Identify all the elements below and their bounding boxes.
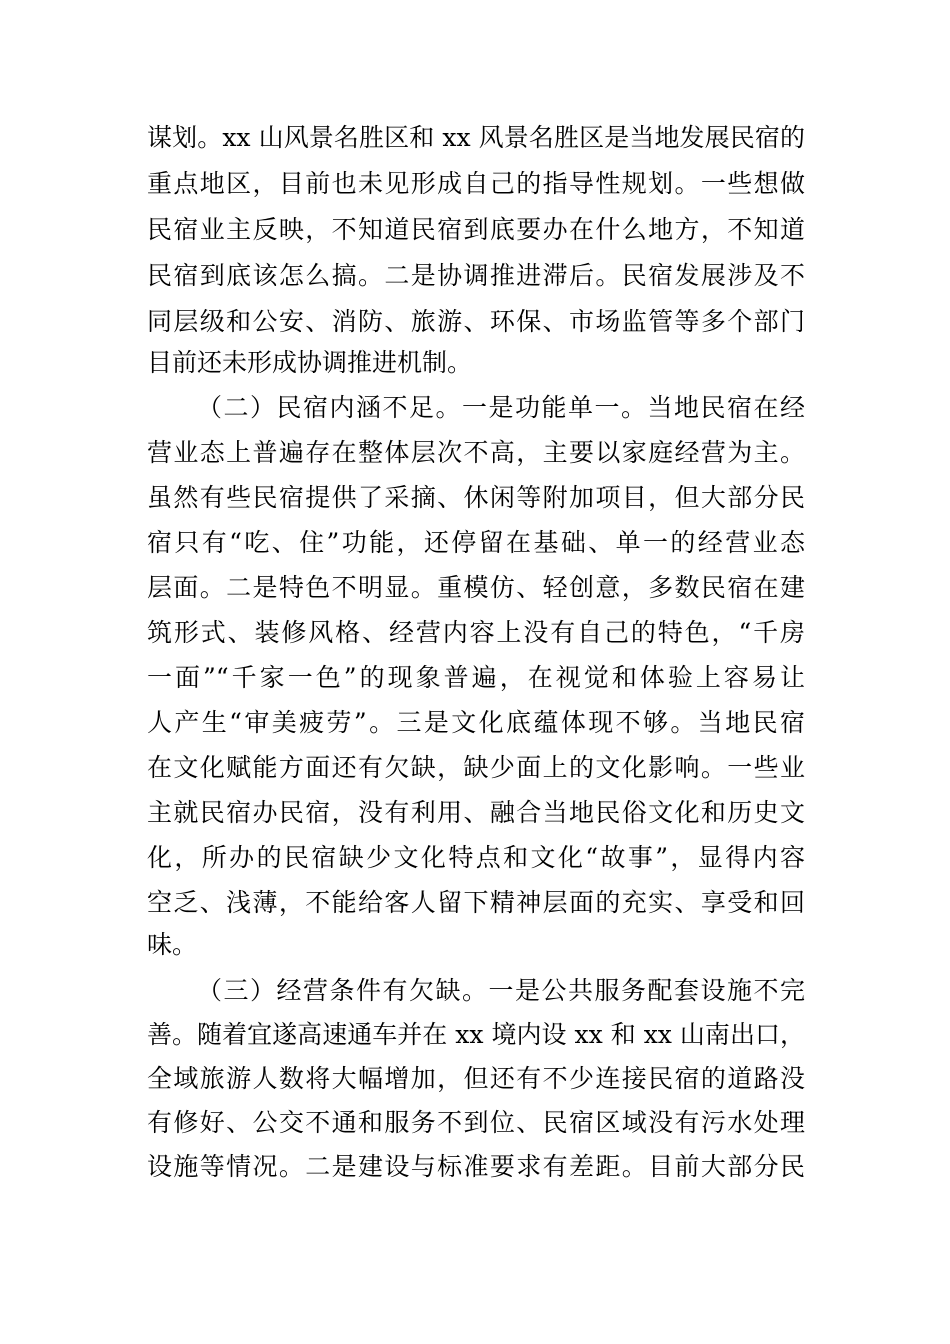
text-line: 虽然有些民宿提供了采摘、休闲等附加项目，但大部分民 — [147, 483, 805, 512]
text-line: 全域旅游人数将大幅增加，但还有不少连接民宿的道路没 — [147, 1064, 805, 1093]
text-line: 在文化赋能方面还有欠缺，缺少面上的文化影响。一些业 — [147, 753, 805, 782]
text-line: 营业态上普遍存在整体层次不高，主要以家庭经营为主。 — [147, 438, 805, 467]
text-line: 同层级和公安、消防、旅游、环保、市场监管等多个部门 — [147, 307, 805, 336]
text-line: 空乏、浅薄，不能给客人留下精神层面的充实、享受和回 — [147, 888, 805, 917]
text-line: 有修好、公交不通和服务不到位、民宿区域没有污水处理 — [147, 1108, 805, 1137]
section-heading-line: （三）经营条件有欠缺。一是公共服务配套设施不完 — [197, 976, 805, 1005]
text-line: 味。 — [147, 930, 198, 959]
text-line: 目前还未形成协调推进机制。 — [147, 348, 473, 377]
section-heading-line: （二）民宿内涵不足。一是功能单一。当地民宿在经 — [197, 393, 805, 422]
text-line: 民宿业主反映，不知道民宿到底要办在什么地方，不知道 — [147, 215, 805, 244]
text-line: 宿只有“吃、住”功能，还停留在基础、单一的经营业态 — [147, 528, 805, 557]
text-line: 重点地区，目前也未见形成自己的指导性规划。一些想做 — [147, 169, 805, 198]
text-line: 设施等情况。二是建设与标准要求有差距。目前大部分民 — [147, 1152, 805, 1181]
text-line: 筑形式、装修风格、经营内容上没有自己的特色，“千房 — [147, 618, 805, 647]
text-line: 层面。二是特色不明显。重模仿、轻创意，多数民宿在建 — [147, 573, 805, 602]
text-line: 人产生“审美疲劳”。三是文化底蕴体现不够。当地民宿 — [147, 708, 805, 737]
text-line: 主就民宿办民宿，没有利用、融合当地民俗文化和历史文 — [147, 798, 805, 827]
text-line: 化，所办的民宿缺少文化特点和文化“故事”，显得内容 — [147, 843, 805, 872]
text-line: 善。随着宜遂高速通车并在 xx 境内设 xx 和 xx 山南出口， — [147, 1020, 805, 1049]
text-line: 民宿到底该怎么搞。二是协调推进滞后。民宿发展涉及不 — [147, 261, 805, 290]
text-line: 谋划。xx 山风景名胜区和 xx 风景名胜区是当地发展民宿的 — [147, 123, 805, 152]
text-line: 一面”“千家一色”的现象普遍，在视觉和体验上容易让 — [147, 663, 805, 692]
